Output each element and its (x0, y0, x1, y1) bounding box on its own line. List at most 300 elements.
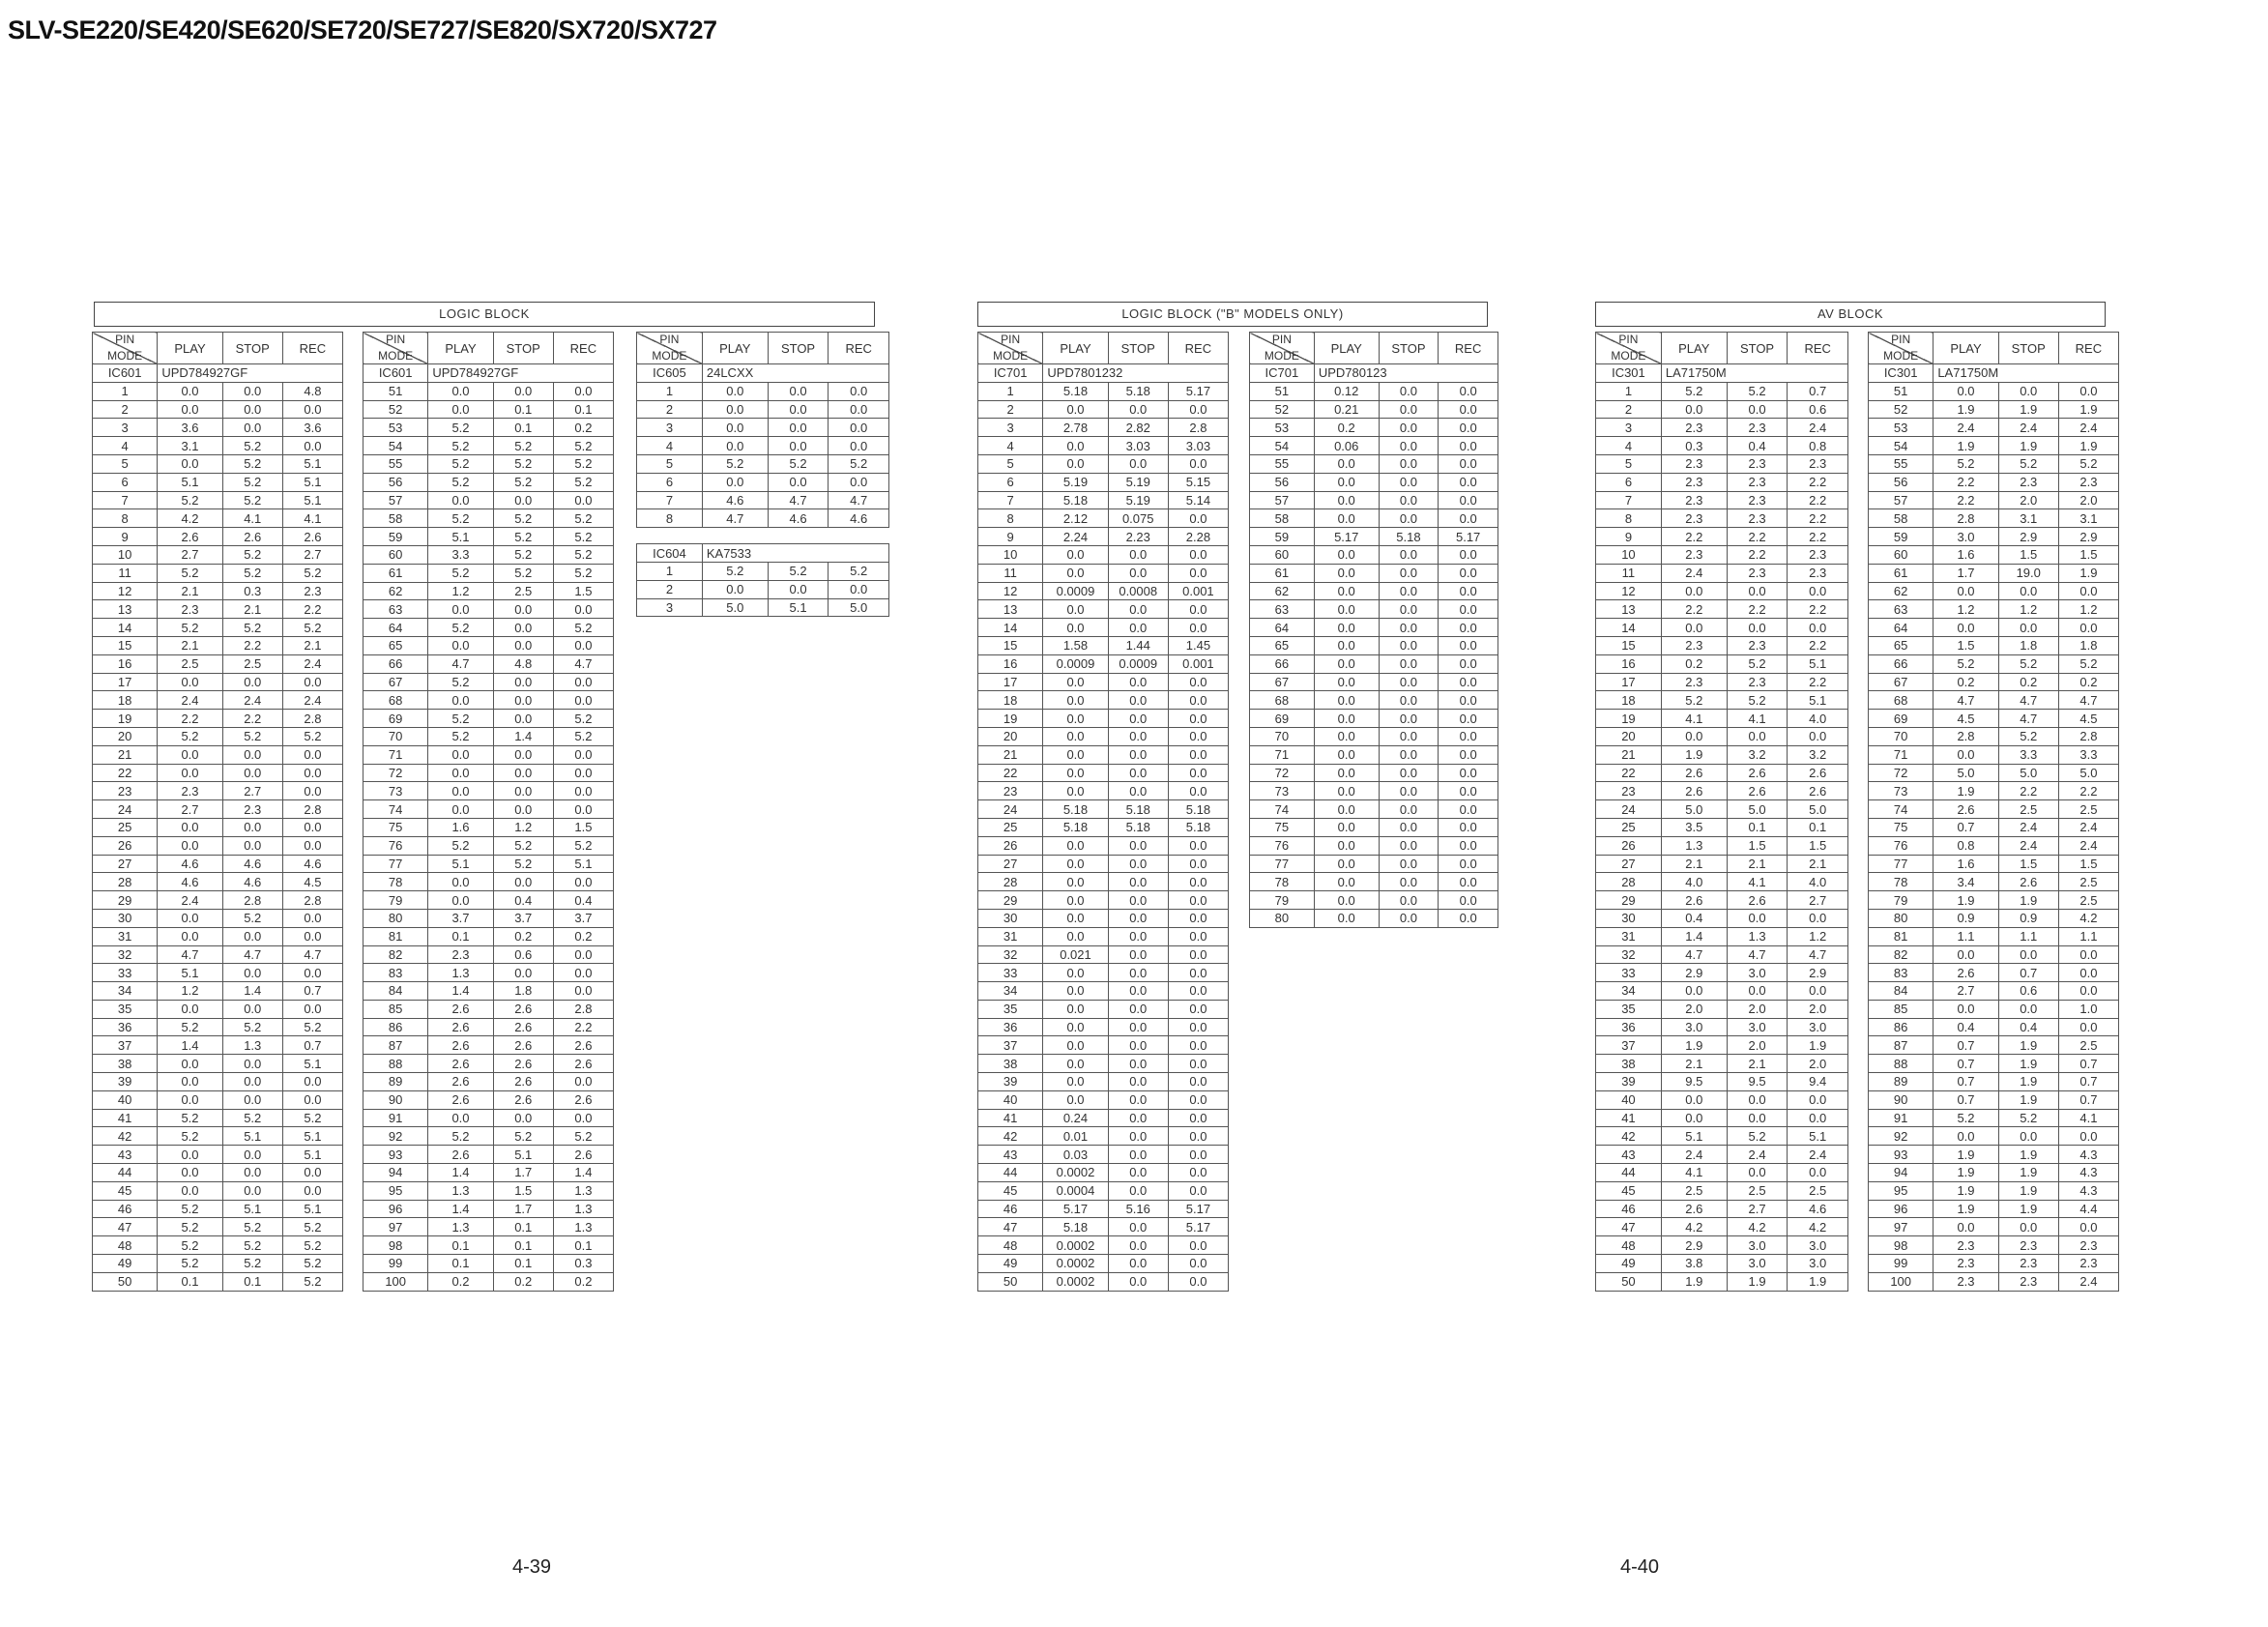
rec-cell: 2.3 (2058, 1236, 2118, 1255)
play-cell: 2.3 (1934, 1236, 1998, 1255)
table-row (93, 528, 343, 546)
play-cell: 0.0 (428, 745, 493, 764)
stop-cell: 0.0 (1998, 1127, 2058, 1146)
play-cell: 0.0 (1934, 582, 1998, 600)
table-row (637, 562, 889, 580)
rec-cell: 0.0 (1439, 710, 1498, 728)
rec-cell: 0.0 (282, 909, 342, 927)
pin-cell: 64 (1869, 619, 1934, 637)
pin-cell: 50 (93, 1272, 158, 1291)
table-row (1596, 1181, 1848, 1200)
stop-cell: 5.19 (1108, 491, 1168, 509)
rec-cell: 0.0 (1168, 454, 1228, 473)
stop-cell: 4.7 (1727, 945, 1788, 964)
rec-cell: 2.3 (1788, 545, 1848, 564)
stop-cell: 2.8 (222, 891, 282, 910)
play-cell: 1.3 (1661, 836, 1727, 855)
play-cell: 0.0 (1043, 1090, 1108, 1109)
stop-cell: 2.6 (1727, 782, 1788, 800)
pin-cell: 54 (1869, 437, 1934, 455)
table-row (93, 673, 343, 691)
play-cell: 4.1 (1661, 1164, 1727, 1182)
pin-cell: 77 (363, 855, 428, 873)
stop-cell: 5.1 (768, 598, 829, 617)
stop-cell: 0.2 (493, 927, 553, 945)
stop-cell: 5.2 (1998, 727, 2058, 745)
rec-cell: 0.0 (1439, 636, 1498, 654)
pin-cell: 68 (1869, 691, 1934, 710)
table-row (637, 491, 889, 509)
table-row (363, 437, 614, 455)
rec-cell: 2.2 (1788, 528, 1848, 546)
play-cell: 4.2 (1661, 1218, 1727, 1236)
pin-cell: 41 (93, 1109, 158, 1127)
table-row (363, 1127, 614, 1146)
stop-cell: 0.0 (1379, 419, 1439, 437)
pin-cell: 40 (93, 1090, 158, 1109)
play-cell: 2.3 (1661, 419, 1727, 437)
rec-cell: 5.2 (2058, 654, 2118, 673)
play-cell: 0.12 (1314, 382, 1379, 400)
rec-cell: 4.6 (282, 855, 342, 873)
stop-cell: 5.2 (222, 619, 282, 637)
stop-cell: 0.0 (1727, 582, 1788, 600)
pin-label: PIN (1891, 333, 1911, 346)
rec-cell: 0.0 (1168, 1236, 1228, 1255)
table-row (1596, 818, 1848, 836)
pin-cell: 7 (637, 491, 703, 509)
logic-block-title: LOGIC BLOCK (94, 302, 875, 327)
rec-cell: 0.0 (1168, 619, 1228, 637)
pin-cell: 84 (363, 982, 428, 1001)
play-cell: 1.6 (1934, 545, 1998, 564)
stop-cell: 0.0 (1108, 855, 1168, 873)
rec-cell: 1.5 (553, 582, 613, 600)
stop-cell: 0.1 (493, 400, 553, 419)
play-cell: 0.9 (1934, 909, 1998, 927)
pin-cell: 65 (363, 636, 428, 654)
rec-cell: 5.1 (282, 1146, 342, 1164)
pin-cell: 10 (93, 545, 158, 564)
table-row (93, 909, 343, 927)
play-cell: 4.1 (1661, 710, 1727, 728)
table-row (1250, 873, 1498, 891)
table-row (1869, 710, 2119, 728)
table-row (363, 419, 614, 437)
pin-cell: 96 (363, 1200, 428, 1218)
rec-cell: 2.6 (553, 1146, 613, 1164)
pin-cell: 1 (93, 382, 158, 400)
rec-cell: 2.7 (282, 545, 342, 564)
pin-mode-header (1596, 333, 1662, 364)
stop-header: STOP (1998, 333, 2058, 364)
stop-cell: 0.0 (493, 782, 553, 800)
stop-cell: 1.9 (1998, 1036, 2058, 1055)
play-cell: 9.5 (1661, 1073, 1727, 1091)
stop-cell: 1.7 (493, 1200, 553, 1218)
rec-cell: 0.001 (1168, 582, 1228, 600)
table-row (363, 1055, 614, 1073)
table-row (978, 1109, 1229, 1127)
pin-cell: 54 (1250, 437, 1315, 455)
pin-cell: 81 (1869, 927, 1934, 945)
play-cell: 0.0 (1043, 691, 1108, 710)
play-cell: 0.0 (1314, 636, 1379, 654)
table-row (978, 909, 1229, 927)
table-row (1869, 491, 2119, 509)
pin-cell: 85 (363, 1000, 428, 1018)
table-row (1869, 745, 2119, 764)
rec-cell: 0.0 (553, 782, 613, 800)
stop-cell: 0.0 (1108, 400, 1168, 419)
table-row (1250, 545, 1498, 564)
stop-cell: 2.3 (1727, 509, 1788, 528)
rec-cell: 0.1 (1788, 818, 1848, 836)
pin-cell: 29 (978, 891, 1043, 910)
play-cell: 2.4 (158, 691, 222, 710)
pin-cell: 66 (1250, 654, 1315, 673)
rec-cell: 0.0 (553, 673, 613, 691)
stop-cell: 5.2 (493, 545, 553, 564)
table-row (637, 400, 889, 419)
pin-cell: 4 (637, 437, 703, 455)
rec-cell: 0.0 (829, 580, 889, 598)
play-cell: 0.0002 (1043, 1272, 1108, 1291)
table-row (978, 545, 1229, 564)
rec-cell: 0.2 (2058, 673, 2118, 691)
ic-number: IC301 (1869, 364, 1934, 383)
play-cell: 0.0004 (1043, 1181, 1108, 1200)
rec-cell: 2.3 (2058, 1255, 2118, 1273)
play-cell: 2.6 (428, 1018, 493, 1036)
ic-part-number: UPD784927GF (428, 364, 614, 383)
pin-cell: 39 (1596, 1073, 1662, 1091)
rec-cell: 2.4 (2058, 836, 2118, 855)
play-cell: 0.0 (1043, 982, 1108, 1001)
play-cell: 0.7 (1934, 818, 1998, 836)
ic-number: IC701 (1250, 364, 1315, 383)
pin-cell: 26 (93, 836, 158, 855)
rec-cell: 2.2 (1788, 636, 1848, 654)
play-cell: 5.2 (428, 727, 493, 745)
table-row (1869, 582, 2119, 600)
stop-cell: 0.0 (1108, 891, 1168, 910)
table-row (1596, 437, 1848, 455)
pin-cell: 68 (1250, 691, 1315, 710)
rec-cell: 2.0 (1788, 1000, 1848, 1018)
rec-cell: 0.0 (282, 1090, 342, 1109)
stop-cell: 1.2 (1998, 600, 2058, 619)
stop-cell: 1.4 (493, 727, 553, 745)
table-row (978, 619, 1229, 637)
pin-cell: 28 (1596, 873, 1662, 891)
play-cell: 2.3 (158, 782, 222, 800)
play-cell: 5.2 (1934, 654, 1998, 673)
stop-cell: 0.7 (1998, 964, 2058, 982)
table-row (978, 1127, 1229, 1146)
pin-cell: 69 (1869, 710, 1934, 728)
play-cell: 0.0 (1043, 927, 1108, 945)
table-row (978, 1255, 1229, 1273)
rec-cell: 0.0 (829, 400, 889, 419)
pin-cell: 17 (1596, 673, 1662, 691)
pin-cell: 19 (93, 710, 158, 728)
pin-mode-header (1250, 333, 1315, 364)
play-cell: 2.12 (1043, 509, 1108, 528)
play-cell: 4.5 (1934, 710, 1998, 728)
pin-cell: 74 (1869, 800, 1934, 819)
stop-cell: 2.3 (1727, 454, 1788, 473)
play-cell: 5.18 (1043, 491, 1108, 509)
play-cell: 0.0 (1661, 400, 1727, 419)
stop-cell: 0.0 (1727, 909, 1788, 927)
stop-cell: 2.6 (493, 1073, 553, 1091)
play-cell: 0.2 (1934, 673, 1998, 691)
table-row (363, 673, 614, 691)
play-cell: 0.0 (1314, 691, 1379, 710)
table-row (1596, 927, 1848, 945)
table-row (978, 454, 1229, 473)
stop-cell: 5.1 (493, 1146, 553, 1164)
stop-cell: 1.9 (1998, 1200, 2058, 1218)
stop-cell: 2.7 (1727, 1200, 1788, 1218)
table-row (978, 1000, 1229, 1018)
pin-cell: 55 (1869, 454, 1934, 473)
pin-cell: 24 (978, 800, 1043, 819)
pin-cell: 40 (978, 1090, 1043, 1109)
stop-cell: 0.0 (1108, 1090, 1168, 1109)
stop-cell: 5.0 (1998, 764, 2058, 782)
rec-cell: 2.3 (282, 582, 342, 600)
table-row (93, 473, 343, 491)
stop-cell: 0.0 (1108, 1036, 1168, 1055)
play-cell: 2.4 (158, 891, 222, 910)
stop-cell: 5.16 (1108, 1200, 1168, 1218)
stop-cell: 5.18 (1108, 800, 1168, 819)
stop-cell: 0.0 (1108, 1272, 1168, 1291)
table-row (1869, 1200, 2119, 1218)
rec-cell: 5.2 (553, 545, 613, 564)
pin-cell: 83 (363, 964, 428, 982)
play-cell: 5.2 (428, 1127, 493, 1146)
play-cell: 1.4 (1661, 927, 1727, 945)
table-row (1869, 564, 2119, 582)
stop-cell: 2.3 (1727, 564, 1788, 582)
play-header: PLAY (1934, 333, 1998, 364)
table-row (93, 891, 343, 910)
table-row (93, 1127, 343, 1146)
rec-cell: 2.8 (282, 891, 342, 910)
play-cell: 2.6 (1661, 782, 1727, 800)
play-cell: 0.0 (1314, 673, 1379, 691)
stop-cell: 5.2 (222, 727, 282, 745)
play-cell: 0.0 (702, 580, 768, 598)
pin-cell: 9 (978, 528, 1043, 546)
stop-cell: 1.9 (1727, 1272, 1788, 1291)
play-cell: 0.0 (1314, 564, 1379, 582)
table-row (1596, 836, 1848, 855)
pin-cell: 59 (363, 528, 428, 546)
table-row (1869, 1236, 2119, 1255)
play-cell: 2.4 (1661, 564, 1727, 582)
ic-number: IC601 (363, 364, 428, 383)
stop-cell: 5.2 (222, 473, 282, 491)
rec-cell: 5.2 (282, 619, 342, 637)
stop-cell: 0.0 (1108, 1181, 1168, 1200)
table-row (1869, 437, 2119, 455)
pin-cell: 25 (93, 818, 158, 836)
play-cell: 3.4 (1934, 873, 1998, 891)
stop-cell: 2.1 (1727, 855, 1788, 873)
play-cell: 0.021 (1043, 945, 1108, 964)
rec-cell: 0.0 (1439, 419, 1498, 437)
play-cell: 2.2 (1934, 473, 1998, 491)
stop-cell: 2.3 (1727, 419, 1788, 437)
play-cell: 0.0 (158, 927, 222, 945)
rec-cell: 5.18 (1168, 818, 1228, 836)
pin-cell: 27 (1596, 855, 1662, 873)
play-cell: 5.18 (1043, 818, 1108, 836)
play-cell: 5.2 (428, 419, 493, 437)
play-cell: 0.0 (1043, 873, 1108, 891)
rec-cell: 0.1 (553, 1236, 613, 1255)
pin-cell: 72 (1250, 764, 1315, 782)
table-row (93, 1255, 343, 1273)
table-row (363, 909, 614, 927)
play-cell: 0.0 (1314, 836, 1379, 855)
stop-cell: 2.2 (1727, 600, 1788, 619)
rec-cell: 2.8 (553, 1000, 613, 1018)
rec-cell: 5.2 (829, 562, 889, 580)
pin-cell: 19 (978, 710, 1043, 728)
stop-cell: 0.0 (1727, 1109, 1788, 1127)
stop-cell: 0.0 (493, 873, 553, 891)
table-row (1250, 454, 1498, 473)
rec-cell: 2.2 (553, 1018, 613, 1036)
table-row (93, 600, 343, 619)
rec-cell: 5.2 (553, 619, 613, 637)
rec-cell: 4.7 (829, 491, 889, 509)
play-cell: 0.0 (158, 400, 222, 419)
table-row (978, 945, 1229, 964)
play-cell: 2.2 (1934, 491, 1998, 509)
pin-label: PIN (1001, 333, 1021, 346)
pin-cell: 28 (978, 873, 1043, 891)
play-cell: 0.0 (1934, 1218, 1998, 1236)
pin-cell: 65 (1250, 636, 1315, 654)
stop-cell: 0.0 (1108, 600, 1168, 619)
table-row (1869, 691, 2119, 710)
rec-cell: 5.2 (282, 1018, 342, 1036)
pin-cell: 17 (93, 673, 158, 691)
play-cell: 2.6 (1934, 800, 1998, 819)
stop-cell: 0.3 (222, 582, 282, 600)
pin-cell: 6 (93, 473, 158, 491)
stop-cell: 2.6 (493, 1055, 553, 1073)
rec-cell: 1.0 (2058, 1000, 2118, 1018)
play-cell: 0.0002 (1043, 1255, 1108, 1273)
stop-cell: 4.7 (1998, 691, 2058, 710)
stop-cell: 2.4 (1998, 419, 2058, 437)
play-cell: 5.2 (158, 1255, 222, 1273)
pin-cell: 48 (1596, 1236, 1662, 1255)
stop-cell: 0.0 (1108, 982, 1168, 1001)
rec-cell: 0.0 (1439, 654, 1498, 673)
stop-cell: 0.0 (1379, 545, 1439, 564)
ic-part-number: UPD7801232 (1043, 364, 1229, 383)
stop-cell: 0.2 (1998, 673, 2058, 691)
play-cell: 5.1 (428, 528, 493, 546)
play-cell: 2.3 (1661, 509, 1727, 528)
table-row (363, 982, 614, 1001)
rec-cell: 0.0 (1168, 1073, 1228, 1091)
rec-cell: 0.4 (553, 891, 613, 910)
table-row (1250, 855, 1498, 873)
stop-cell: 0.0 (1379, 727, 1439, 745)
play-cell: 4.7 (1934, 691, 1998, 710)
table-row (637, 473, 889, 491)
rec-cell: 5.15 (1168, 473, 1228, 491)
pin-cell: 53 (363, 419, 428, 437)
stop-cell: 0.0 (1108, 564, 1168, 582)
table-row (1596, 1272, 1848, 1291)
stop-cell: 5.2 (222, 491, 282, 509)
pin-cell: 95 (363, 1181, 428, 1200)
rec-cell: 0.0 (1439, 891, 1498, 910)
play-cell: 0.0 (702, 437, 768, 455)
play-cell: 0.0 (1314, 873, 1379, 891)
pin-cell: 21 (93, 745, 158, 764)
stop-cell: 4.8 (493, 654, 553, 673)
table-row (363, 927, 614, 945)
rec-cell: 5.1 (282, 1200, 342, 1218)
table-row (363, 818, 614, 836)
table-row (978, 1090, 1229, 1109)
table-row (978, 1272, 1229, 1291)
stop-cell: 5.2 (222, 454, 282, 473)
rec-cell: 0.6 (1788, 400, 1848, 419)
pin-mode-header (1869, 333, 1934, 364)
stop-cell: 5.2 (222, 1109, 282, 1127)
stop-cell: 3.0 (1727, 1018, 1788, 1036)
play-cell: 2.0 (1661, 1000, 1727, 1018)
play-cell: 5.2 (428, 437, 493, 455)
rec-cell: 5.2 (282, 1272, 342, 1291)
logic-block-b-title: LOGIC BLOCK ("B" MODELS ONLY) (977, 302, 1488, 327)
table-row (93, 491, 343, 509)
pin-cell: 39 (978, 1073, 1043, 1091)
stop-cell: 1.1 (1998, 927, 2058, 945)
table-row (1869, 764, 2119, 782)
rec-cell: 0.0 (553, 764, 613, 782)
stop-cell: 0.0 (222, 836, 282, 855)
rec-cell: 4.2 (1788, 1218, 1848, 1236)
play-cell: 4.6 (158, 873, 222, 891)
table-row (637, 419, 889, 437)
table-row (363, 1146, 614, 1164)
pin-cell: 2 (637, 400, 703, 419)
stop-cell: 1.9 (1998, 1090, 2058, 1109)
stop-cell: 0.0 (1379, 636, 1439, 654)
rec-cell: 2.4 (1788, 419, 1848, 437)
pin-cell: 76 (1250, 836, 1315, 855)
stop-cell: 0.0 (1998, 619, 2058, 637)
stop-cell: 4.1 (1727, 710, 1788, 728)
rec-cell: 1.4 (553, 1164, 613, 1182)
rec-cell: 0.0 (1168, 545, 1228, 564)
rec-cell: 2.8 (1168, 419, 1228, 437)
play-cell: 2.24 (1043, 528, 1108, 546)
